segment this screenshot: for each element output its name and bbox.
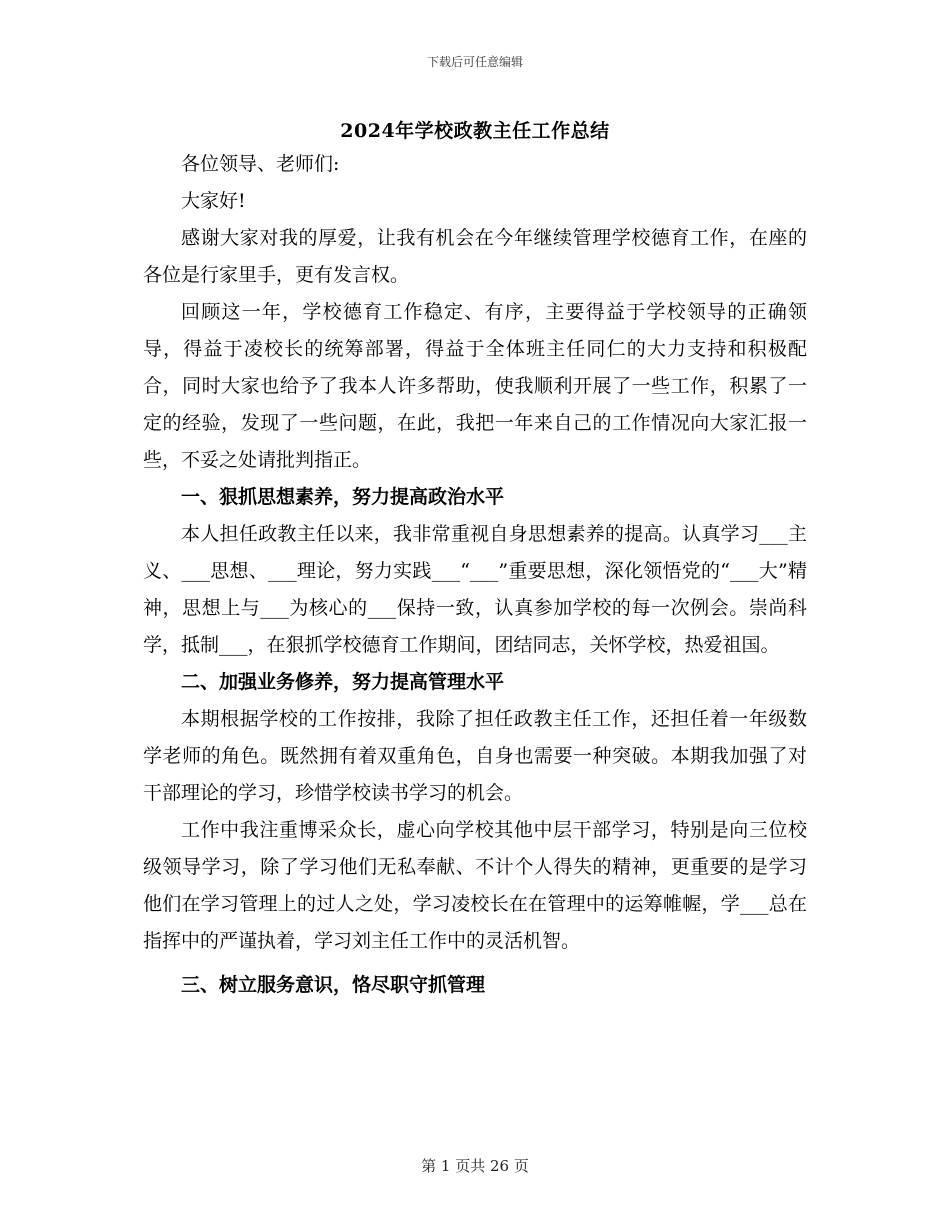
review-paragraph: 回顾这一年，学校德育工作稳定、有序，主要得益于学校领导的正确领导，得益于凌校长的统筹部署，得益于全体班主任同仁的大力支持和积极配合，同时大家也给予了我本人许多帮助，使我顺利开展了一些工作，积累了一定的经验，发现了一些问题，在此，我把一年来自己的工作情况向大家汇报一些，不妥之处请批判指正。: [143, 301, 807, 471]
greeting-line: 各位领导、老师们:: [181, 153, 340, 175]
section-heading: 一、狠抓思想素养，努力提高政治水平: [181, 486, 505, 508]
page-number: 第 1 页共 26 页: [421, 1157, 529, 1175]
document-body: [143, 146, 807, 1004]
intro-paragraph: 感谢大家对我的厚爱，让我有机会在今年继续管理学校德育工作，在座的各位是行家里手，更有发言权。: [143, 227, 807, 286]
section-heading: 三、树立服务意识，恪尽职守抓管理: [181, 974, 486, 996]
section-heading: 二、加强业务修养，努力提高管理水平: [181, 671, 505, 693]
section-paragraph: 工作中我注重博采众长，虚心向学校其他中层干部学习，特别是向三位校级领导学习，除了学习他们无私奉献、不计个人得失的精神，更重要的是学习他们在学习管理上的过人之处，学习凌校长在在管理中的运筹帷幄，学___总在指挥中的严谨执着，学习刘主任工作中的灵活机智。: [143, 819, 807, 952]
section-paragraph: 本期根据学校的工作按排，我除了担任政教主任工作，还担任着一年级数学老师的角色。既然拥有着双重角色，自身也需要一种突破。本期我加强了对干部理论的学习，珍惜学校读书学习的机会。: [143, 708, 807, 804]
document-title: 2024年学校政教主任工作总结: [340, 120, 610, 142]
section-paragraph: 本人担任政教主任以来，我非常重视自身思想素养的提高。认真学习___主义、___思想、___理论，努力实践___“___”重要思想，深化领悟党的“___大”精神，思想上与___为核心的___保持一致，认真参加学校的每一次例会。崇尚科学，抵制___，在狠抓学校德育工作期间，团结同志，关怀学校，热爱祖国。: [143, 523, 807, 656]
hello-line: 大家好!: [181, 190, 246, 212]
header-note: 下载后可任意编辑: [426, 55, 523, 69]
